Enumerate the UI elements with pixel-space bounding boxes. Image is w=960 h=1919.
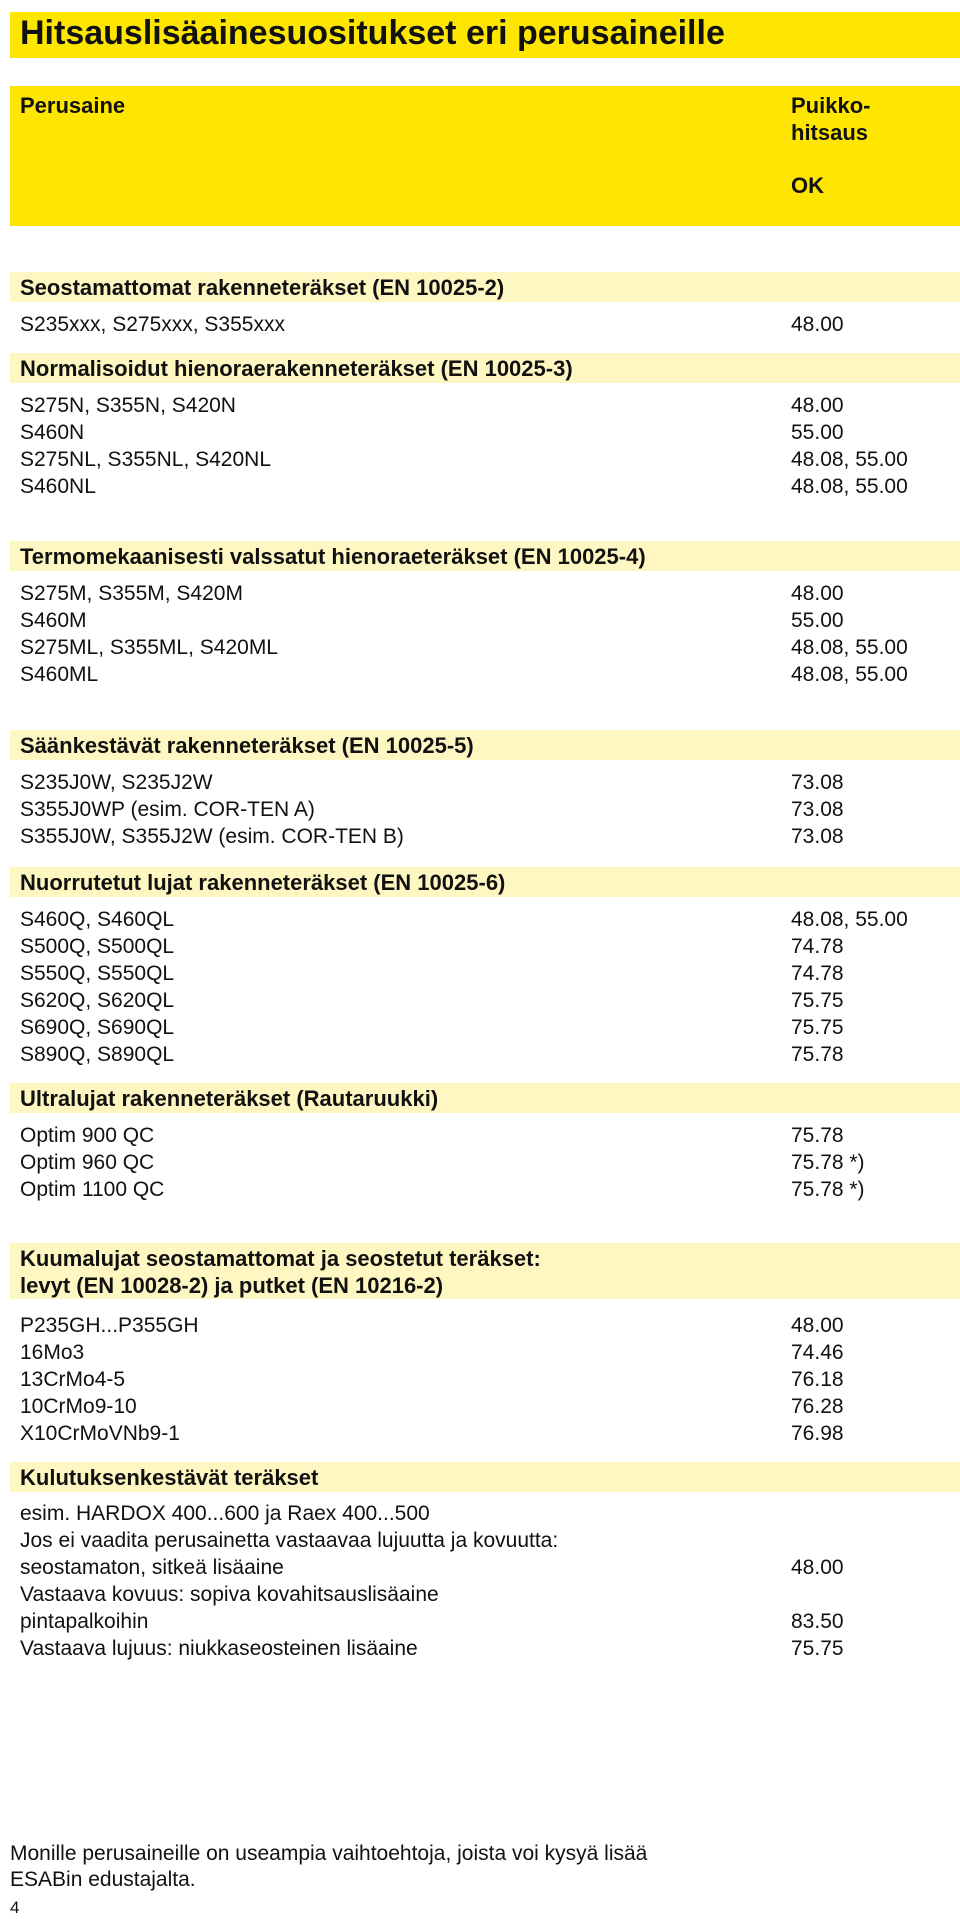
row-value: 75.78 *) bbox=[791, 1178, 865, 1201]
row-label: Optim 1100 QC bbox=[20, 1178, 165, 1201]
row-value: 75.78 bbox=[791, 1124, 844, 1147]
table-row bbox=[20, 580, 950, 607]
table-row bbox=[20, 960, 950, 987]
table-row bbox=[20, 769, 950, 796]
page-title: Hitsauslisäainesuositukset eri perusaineille bbox=[20, 14, 725, 52]
row-label: S275NL, S355NL, S420NL bbox=[20, 448, 272, 471]
table-row bbox=[20, 1366, 950, 1393]
table-row bbox=[20, 796, 950, 823]
row-label: S890Q, S890QL bbox=[20, 1043, 175, 1066]
row-value: 73.08 bbox=[791, 798, 844, 821]
table-row bbox=[20, 446, 950, 473]
table-row bbox=[20, 1312, 950, 1339]
row-value: 48.00 bbox=[791, 313, 844, 336]
section-title-bar bbox=[10, 867, 960, 897]
section-title-bar bbox=[10, 272, 960, 302]
row-value: 55.00 bbox=[791, 421, 844, 444]
row-label: S275ML, S355ML, S420ML bbox=[20, 636, 278, 659]
row-label: S275M, S355M, S420M bbox=[20, 582, 243, 605]
table-header bbox=[10, 86, 960, 226]
row-label: Jos ei vaadita perusainetta vastaavaa lujuutta ja kovuutta: bbox=[20, 1529, 559, 1552]
table-row bbox=[20, 1581, 950, 1608]
row-label: esim. HARDOX 400...600 ja Raex 400...500 bbox=[20, 1502, 430, 1525]
row-value: 74.46 bbox=[791, 1341, 844, 1364]
table-row bbox=[20, 1122, 950, 1149]
table-row bbox=[20, 933, 950, 960]
section-title: Seostamattomat rakenneteräkset (EN 10025-2) bbox=[20, 275, 505, 300]
section-title-line1: Kuumalujat seostamattomat ja seostetut teräkset: bbox=[20, 1246, 541, 1271]
row-label: S690Q, S690QL bbox=[20, 1016, 175, 1039]
table-row bbox=[20, 1393, 950, 1420]
row-value: 48.00 bbox=[791, 394, 844, 417]
row-value: 75.78 *) bbox=[791, 1151, 865, 1174]
row-label: P235GH...P355GH bbox=[20, 1314, 199, 1337]
section-title-bar bbox=[10, 1462, 960, 1492]
row-label: pintapalkoihin bbox=[20, 1610, 149, 1633]
table-row bbox=[20, 311, 950, 338]
table-row bbox=[20, 1041, 950, 1068]
section-title-bar bbox=[10, 1243, 960, 1299]
table-row bbox=[20, 1176, 950, 1203]
table-row bbox=[20, 1420, 950, 1447]
row-label: S460N bbox=[20, 421, 85, 444]
row-label: Vastaava lujuus: niukkaseosteinen lisäaine bbox=[20, 1637, 418, 1660]
section-title-bar bbox=[10, 541, 960, 571]
row-value: 48.08, 55.00 bbox=[791, 448, 908, 471]
row-label: S620Q, S620QL bbox=[20, 989, 175, 1012]
row-label: S355J0WP (esim. COR-TEN A) bbox=[20, 798, 315, 821]
row-label: S460ML bbox=[20, 663, 99, 686]
row-value: 55.00 bbox=[791, 609, 844, 632]
row-label: S275N, S355N, S420N bbox=[20, 394, 236, 417]
row-label: S235xxx, S275xxx, S355xxx bbox=[20, 313, 285, 336]
row-label: Optim 960 QC bbox=[20, 1151, 155, 1174]
row-label: 16Mo3 bbox=[20, 1341, 85, 1364]
footnote-line1: Monille perusaineille on useampia vaihtoehtoja, joista voi kysyä lisää bbox=[10, 1842, 648, 1865]
row-label: S460M bbox=[20, 609, 87, 632]
table-row bbox=[20, 392, 950, 419]
row-value: 74.78 bbox=[791, 962, 844, 985]
table-row bbox=[20, 987, 950, 1014]
row-value: 73.08 bbox=[791, 771, 844, 794]
row-label: S500Q, S500QL bbox=[20, 935, 175, 958]
section-title: Termomekaanisesti valssatut hienoraeteräkset (EN 10025-4) bbox=[20, 544, 646, 569]
row-label: S460NL bbox=[20, 475, 96, 498]
table-row bbox=[20, 1149, 950, 1176]
table-row bbox=[20, 419, 950, 446]
row-value: 74.78 bbox=[791, 935, 844, 958]
row-value: 83.50 bbox=[791, 1610, 844, 1633]
section-title: Nuorrutetut lujat rakenneteräkset (EN 10025-6) bbox=[20, 870, 506, 895]
section-title-bar bbox=[10, 730, 960, 760]
table-row bbox=[20, 1608, 950, 1635]
row-value: 76.28 bbox=[791, 1395, 844, 1418]
table-row bbox=[20, 1014, 950, 1041]
table-row bbox=[20, 906, 950, 933]
row-label: Vastaava kovuus: sopiva kovahitsauslisäaine bbox=[20, 1583, 439, 1606]
row-label: seostamaton, sitkeä lisäaine bbox=[20, 1556, 284, 1579]
row-label: X10CrMoVNb9-1 bbox=[20, 1422, 180, 1445]
title-bar bbox=[10, 12, 960, 58]
table-row bbox=[20, 661, 950, 688]
table-row bbox=[20, 1500, 950, 1527]
table-row bbox=[20, 473, 950, 500]
table-row bbox=[20, 634, 950, 661]
row-value: 48.08, 55.00 bbox=[791, 636, 908, 659]
footnote bbox=[10, 1841, 910, 1893]
row-value: 48.08, 55.00 bbox=[791, 908, 908, 931]
section-title-bar bbox=[10, 353, 960, 383]
row-label: S550Q, S550QL bbox=[20, 962, 175, 985]
row-label: 10CrMo9-10 bbox=[20, 1395, 137, 1418]
table-row bbox=[20, 1554, 950, 1581]
table-row bbox=[20, 1635, 950, 1662]
row-label: S235J0W, S235J2W bbox=[20, 771, 213, 794]
table-row bbox=[20, 1339, 950, 1366]
section-title-bar bbox=[10, 1083, 960, 1113]
section-title: Ultralujat rakenneteräkset (Rautaruukki) bbox=[20, 1086, 439, 1111]
row-value: 73.08 bbox=[791, 825, 844, 848]
row-value: 48.08, 55.00 bbox=[791, 475, 908, 498]
row-label: 13CrMo4-5 bbox=[20, 1368, 126, 1391]
row-value: 76.98 bbox=[791, 1422, 844, 1445]
header-welding-method bbox=[791, 92, 870, 146]
page-number: 4 bbox=[10, 1898, 20, 1917]
section-title: Kulutuksenkestävät teräkset bbox=[20, 1465, 319, 1490]
header-welding-method-line2: hitsaus bbox=[791, 120, 869, 145]
header-welding-method-line1: Puikko- bbox=[791, 93, 871, 118]
table-row bbox=[20, 1527, 950, 1554]
row-label: S460Q, S460QL bbox=[20, 908, 175, 931]
row-value: 48.00 bbox=[791, 582, 844, 605]
footnote-line2: ESABin edustajalta. bbox=[10, 1868, 196, 1891]
table-row bbox=[20, 823, 950, 850]
section-title: Normalisoidut hienoraerakenneteräkset (EN 10025-3) bbox=[20, 356, 573, 381]
row-label: Optim 900 QC bbox=[20, 1124, 155, 1147]
row-value: 75.75 bbox=[791, 989, 844, 1012]
table-row bbox=[20, 607, 950, 634]
row-value: 75.75 bbox=[791, 1637, 844, 1660]
row-value: 75.75 bbox=[791, 1016, 844, 1039]
row-label: S355J0W, S355J2W (esim. COR-TEN B) bbox=[20, 825, 404, 848]
row-value: 48.08, 55.00 bbox=[791, 663, 908, 686]
section-title bbox=[20, 1245, 541, 1299]
row-value: 48.00 bbox=[791, 1556, 844, 1579]
header-ok: OK bbox=[791, 173, 824, 198]
row-value: 75.78 bbox=[791, 1043, 844, 1066]
row-value: 48.00 bbox=[791, 1314, 844, 1337]
section-title-line2: levyt (EN 10028-2) ja putket (EN 10216-2) bbox=[20, 1273, 444, 1298]
row-value: 76.18 bbox=[791, 1368, 844, 1391]
header-base-material: Perusaine bbox=[20, 93, 126, 118]
section-title: Säänkestävät rakenneteräkset (EN 10025-5) bbox=[20, 733, 474, 758]
